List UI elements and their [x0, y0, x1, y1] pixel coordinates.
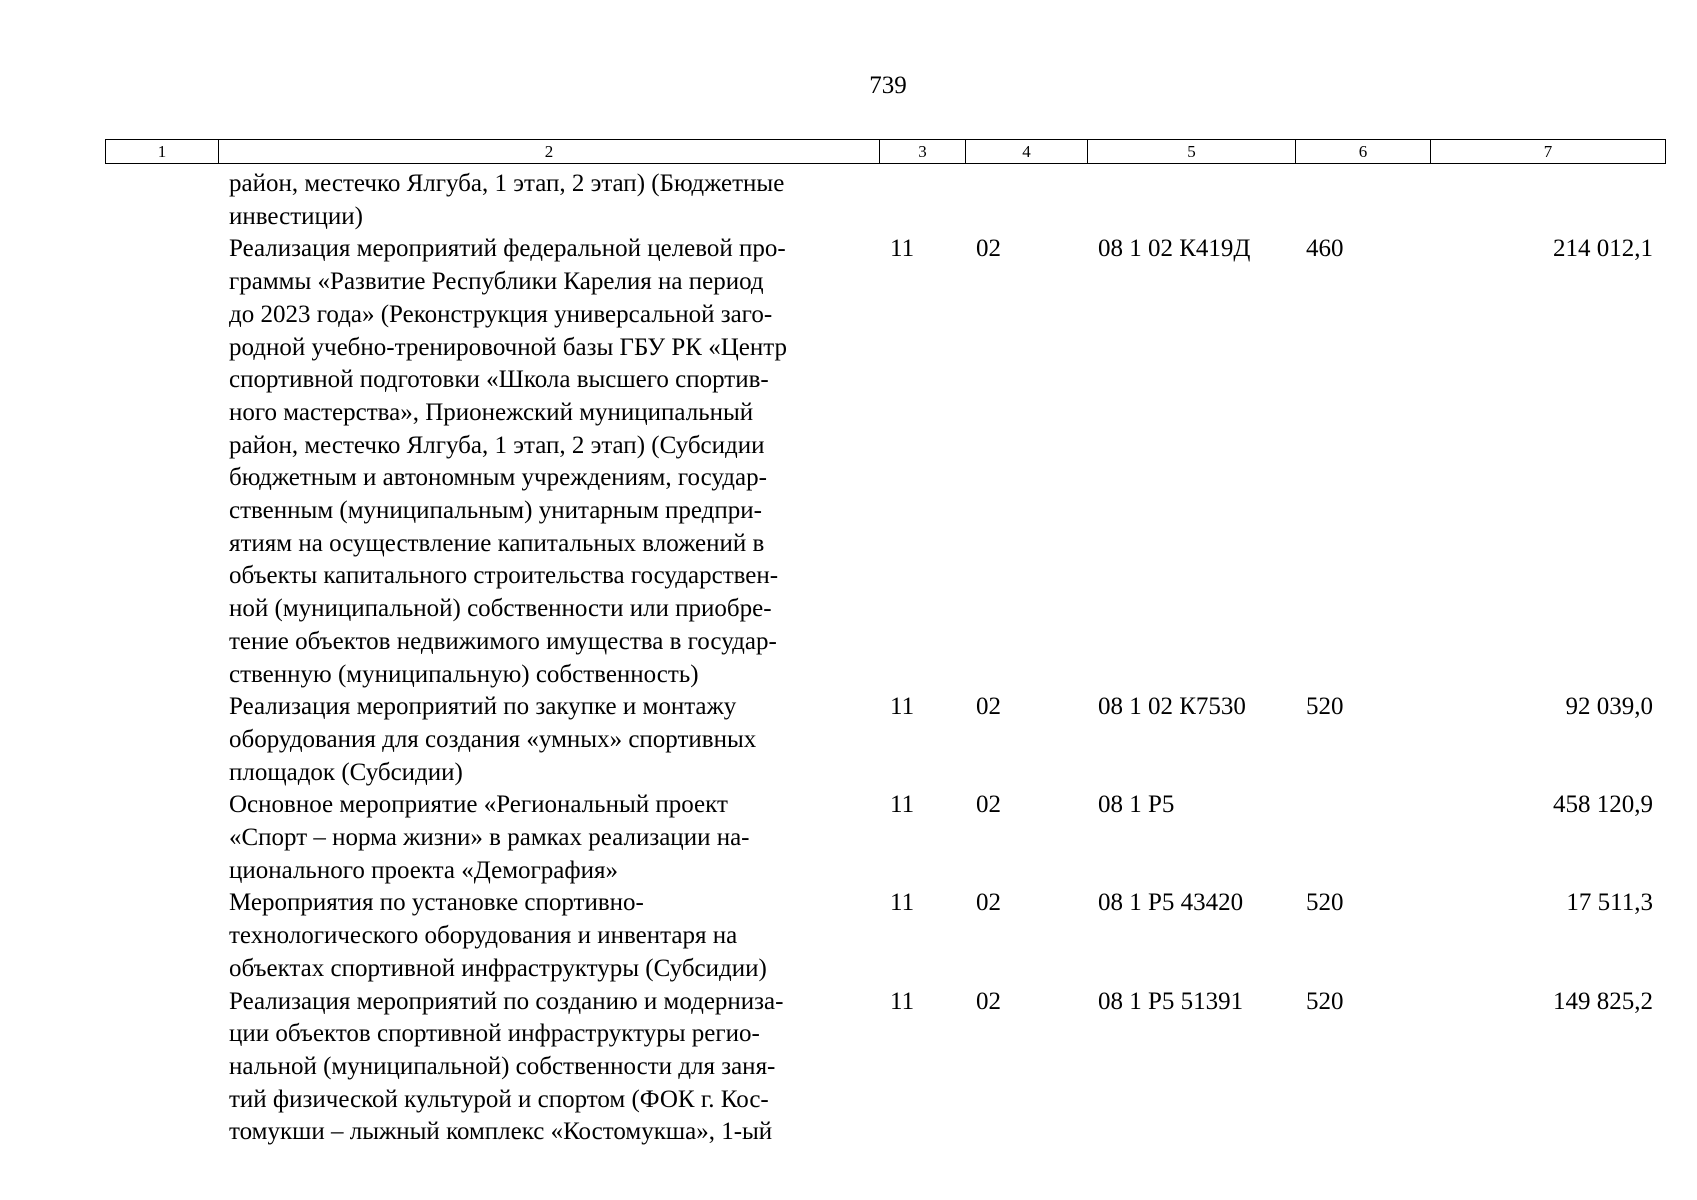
section-cell: 11 — [890, 889, 915, 917]
amount-cell: 17 511,3 — [1566, 889, 1653, 917]
target-code-cell: 08 1 Р5 51391 — [1098, 987, 1244, 1015]
amount-cell: 149 825,2 — [1553, 987, 1653, 1015]
row-number-cell — [105, 887, 218, 985]
section-cell: 11 — [890, 987, 915, 1015]
item-name-cell — [218, 233, 879, 691]
column-header-row — [106, 140, 1666, 164]
table-row — [105, 986, 1665, 1150]
item-name-cell — [218, 789, 879, 887]
table-row — [105, 233, 1665, 691]
item-name-cell — [218, 691, 879, 789]
row-number-cell — [105, 168, 218, 233]
expense-type-cell: 520 — [1306, 987, 1344, 1015]
subsection-cell: 02 — [976, 791, 1001, 819]
row-number-cell — [105, 233, 218, 691]
item-name-line: до 2023 года» (Реконструкция универсальной заго- — [229, 300, 773, 328]
item-name-line: Реализация мероприятий федеральной целевой про- — [229, 235, 786, 263]
item-name-line: ственным (муниципальным) унитарным предпри- — [229, 497, 762, 525]
item-name-line: ственную (муниципальную) собственность) — [229, 660, 699, 688]
item-name-line: объекты капитального строительства государствен- — [229, 562, 779, 590]
item-name-line: оборудования для создания «умных» спортивных — [229, 725, 757, 753]
item-name-cell — [218, 986, 879, 1150]
item-name-line: район, местечко Ялгуба, 1 этап, 2 этап) (Субсидии — [229, 431, 765, 459]
item-name-line: ции объектов спортивной инфраструктуры регио- — [229, 1020, 760, 1048]
item-name-line: граммы «Развитие Республики Карелия на период — [229, 268, 764, 296]
budget-table-body — [105, 168, 1665, 1149]
column-header-7: 7 — [1431, 140, 1666, 164]
item-name-line: нальной (муниципальной) собственности для заня- — [229, 1052, 776, 1080]
item-name-cell — [218, 168, 879, 233]
section-cell: 11 — [890, 235, 915, 263]
target-code-cell: 08 1 Р5 — [1098, 791, 1175, 819]
column-header-1: 1 — [106, 140, 219, 164]
item-name-cell — [218, 887, 879, 985]
table-row — [105, 887, 1665, 985]
target-code-cell: 08 1 02 К419Д — [1098, 235, 1251, 263]
expense-type-cell — [1295, 168, 1430, 233]
item-name-line: томукши – лыжный комплекс «Костомукша», 1-ый — [229, 1118, 773, 1146]
amount-cell: 458 120,9 — [1553, 791, 1653, 819]
target-code-cell — [1087, 168, 1295, 233]
item-name-line: ной (муниципальной) собственности или приобре- — [229, 595, 772, 623]
section-cell — [879, 168, 965, 233]
item-name-line: площадок (Субсидии) — [229, 758, 463, 786]
amount-cell: 214 012,1 — [1553, 235, 1653, 263]
column-header-3: 3 — [880, 140, 966, 164]
item-name-line: тий физической культурой и спортом (ФОК г. Кос- — [229, 1085, 769, 1113]
row-number-cell — [105, 789, 218, 887]
item-name-line: спортивной подготовки «Школа высшего спортив- — [229, 366, 769, 394]
subsection-cell: 02 — [976, 693, 1001, 721]
table-row — [105, 168, 1665, 233]
table-row — [105, 691, 1665, 789]
item-name-line: ционального проекта «Демография» — [229, 856, 618, 884]
item-name-line: бюджетным и автономным учреждениям, государ- — [229, 464, 767, 492]
item-name-line: «Спорт – норма жизни» в рамках реализации на- — [229, 824, 750, 852]
item-name-line: Реализация мероприятий по закупке и монтажу — [229, 693, 737, 721]
column-header-6: 6 — [1296, 140, 1431, 164]
subsection-cell: 02 — [976, 987, 1001, 1015]
column-header-table — [105, 139, 1666, 164]
expense-type-cell: 460 — [1306, 235, 1344, 263]
subsection-cell — [965, 168, 1087, 233]
item-name-line: родной учебно-тренировочной базы ГБУ РК «Центр — [229, 333, 787, 361]
column-header-4: 4 — [966, 140, 1088, 164]
target-code-cell: 08 1 02 К7530 — [1098, 693, 1246, 721]
subsection-cell: 02 — [976, 889, 1001, 917]
item-name-line: ного мастерства», Прионежский муниципальный — [229, 398, 754, 426]
item-name-line: Мероприятия по установке спортивно- — [229, 889, 644, 917]
item-name-line: объектах спортивной инфраструктуры (Субсидии) — [229, 954, 767, 982]
amount-cell — [1430, 168, 1665, 233]
column-header-5: 5 — [1088, 140, 1296, 164]
row-number-cell — [105, 986, 218, 1150]
page-number: 739 — [869, 72, 907, 99]
expense-type-cell: 520 — [1306, 889, 1344, 917]
section-cell: 11 — [890, 693, 915, 721]
item-name-line: ятиям на осуществление капитальных вложений в — [229, 529, 765, 557]
section-cell: 11 — [890, 791, 915, 819]
subsection-cell: 02 — [976, 235, 1001, 263]
item-name-line: тение объектов недвижимого имущества в государ- — [229, 627, 777, 655]
amount-cell: 92 039,0 — [1565, 693, 1653, 721]
column-header-2: 2 — [219, 140, 880, 164]
table-row — [105, 789, 1665, 887]
row-number-cell — [105, 691, 218, 789]
item-name-line: инвестиции) — [229, 202, 363, 230]
item-name-line: Реализация мероприятий по созданию и модерниза- — [229, 987, 784, 1015]
expense-type-cell — [1295, 789, 1430, 887]
expense-type-cell: 520 — [1306, 693, 1344, 721]
item-name-line: Основное мероприятие «Региональный проект — [229, 791, 728, 819]
item-name-line: технологического оборудования и инвентаря на — [229, 922, 738, 950]
target-code-cell: 08 1 Р5 43420 — [1098, 889, 1244, 917]
item-name-line: район, местечко Ялгуба, 1 этап, 2 этап) (Бюджетные — [229, 170, 785, 197]
